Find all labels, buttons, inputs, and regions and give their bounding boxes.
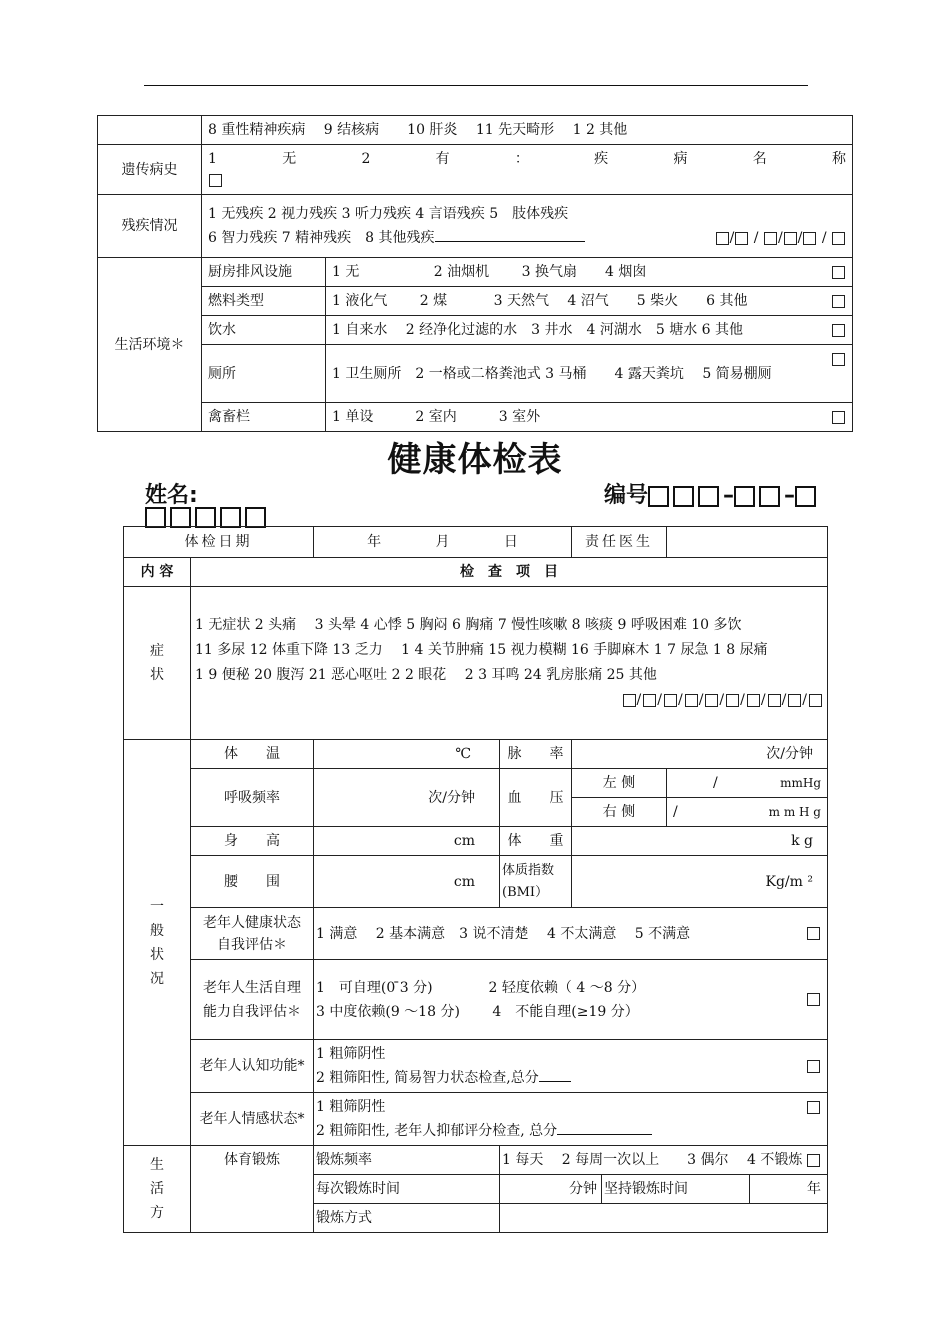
exercise-duration-field[interactable]: 年: [750, 1175, 828, 1204]
exam-date-row: [124, 527, 828, 558]
genetic-history-label: 遗传病史: [98, 145, 202, 195]
bp-right-field[interactable]: / m m H g: [667, 798, 828, 827]
exercise-freq-label: 锻炼频率: [314, 1146, 500, 1175]
cognitive-line1: 1 粗筛阴性: [316, 1046, 386, 1062]
pulse-field[interactable]: 次/分钟: [572, 740, 828, 769]
living-row-kitchen: 生活环境＊ 厨房排风设施 1 无 2 油烟机 3 换气扇 4 烟囱: [98, 258, 853, 287]
living-row-livestock: 禽畜栏 1 单设 2 室内 3 室外: [98, 403, 853, 432]
elder-life-label: 老年人生活自理能力自我评估＊: [191, 960, 314, 1040]
genetic-history-row: [98, 145, 853, 195]
symptoms-label: 症 状: [124, 587, 191, 740]
exercise-time-label: 每次锻炼时间: [314, 1175, 500, 1204]
weight-label: 体 重: [500, 827, 572, 856]
bp-left-field[interactable]: / mmHg: [667, 769, 828, 798]
disability-options-line1: 1 无残疾 2 视力残疾 3 听力残疾 4 言语残疾 5 肢体残疾: [208, 206, 569, 222]
emotion-score-blank[interactable]: [557, 1120, 652, 1135]
waist-bmi-row: [124, 856, 828, 908]
kitchen-vent-label: 厨房排风设施: [202, 258, 326, 287]
header-rule: [144, 85, 808, 86]
exam-date-field[interactable]: 年 月 日: [314, 527, 572, 558]
fuel-type-label: 燃料类型: [202, 287, 326, 316]
elder-health-row: [124, 908, 828, 960]
livestock-label: 禽畜栏: [202, 403, 326, 432]
bp-label: 血 压: [500, 769, 572, 827]
elder-life-line1: 1 可自理(0 ̄3 分) 2 轻度依赖（ 4 ～8 分）: [316, 979, 646, 996]
cognitive-score-blank[interactable]: [539, 1067, 571, 1082]
items-header: 检 查 项 目: [191, 558, 828, 587]
cognitive-label: 老年人认知功能*: [191, 1040, 314, 1093]
exercise-freq-row: [124, 1146, 828, 1175]
exercise-label: 体育锻炼: [191, 1146, 314, 1233]
symptoms-line1: 1 无症状 2 头痛 3 头晕 4 心悸 5 胸闷 6 胸痛 7 慢性咳嗽 8 咳痰 9 呼吸困难 10 多饮: [195, 617, 742, 633]
genetic-history-options: 1 无 2 有 ： 疾 病 名 称: [208, 150, 846, 167]
elder-life-checkbox[interactable]: [807, 993, 820, 1006]
height-label: 身 高: [191, 827, 314, 856]
previous-page-table: [97, 115, 853, 432]
cognitive-line2: 2 粗筛阳性, 简易智力状态检查,总分: [316, 1070, 539, 1086]
living-row-fuel: 燃料类型 1 液化气 2 煤 3 天然气 4 沼气 5 柴火 6 其他: [98, 287, 853, 316]
disability-checkboxes[interactable]: / / / / /: [715, 226, 846, 250]
temp-field[interactable]: ℃: [314, 740, 500, 769]
symptoms-checkboxes[interactable]: / / / / / / / / /: [195, 688, 823, 713]
resp-field[interactable]: 次/分钟: [314, 769, 500, 827]
height-weight-row: [124, 827, 828, 856]
serial-number[interactable]: 编号 – –: [604, 478, 820, 509]
content-header: 内 容: [124, 558, 191, 587]
general-label: 一 般 状 况: [124, 740, 191, 1146]
kitchen-vent-checkbox[interactable]: [832, 266, 845, 279]
bp-left-label: 左 侧: [572, 769, 667, 798]
water-label: 饮水: [202, 316, 326, 345]
emotion-checkbox[interactable]: [807, 1101, 820, 1114]
elder-health-options: 1 满意 2 基本满意 3 说不清楚 4 不太满意 5 不满意: [316, 925, 691, 942]
emotion-line1: 1 粗筛阴性: [316, 1099, 386, 1115]
exercise-time-field[interactable]: 分钟: [500, 1175, 602, 1204]
emotion-label: 老年人情感状态*: [191, 1093, 314, 1146]
cognitive-checkbox[interactable]: [807, 1060, 820, 1073]
disability-row: [98, 195, 853, 258]
elder-life-row: [124, 960, 828, 1040]
exercise-freq-options: 1 每天 2 每周一次以上 3 偶尔 4 不锻炼: [502, 1152, 803, 1168]
living-row-toilet: 厕所 1 卫生厕所 2 一格或二格粪池式 3 马桶 4 露天粪坑 5 简易棚厕: [98, 345, 853, 403]
resp-label: 呼吸频率: [191, 769, 314, 827]
symptoms-line2: 11 多尿 12 体重下降 13 乏力 1 4 关节肿痛 15 视力模糊 16 手脚麻木 1 7 尿急 1 8 尿痛: [195, 642, 768, 658]
symptoms-line3: 1 9 便秘 20 腹泻 21 恶心呕吐 2 2 眼花 2 3 耳鸣 24 乳房胀痛 25 其他: [195, 667, 657, 683]
bp-right-label: 右 侧: [572, 798, 667, 827]
weight-field[interactable]: k g: [572, 827, 828, 856]
other-disability-blank[interactable]: [435, 227, 585, 242]
elder-health-label: 老年人健康状态自我评估＊: [191, 908, 314, 960]
toilet-label: 厕所: [202, 345, 326, 403]
fuel-type-checkbox[interactable]: [832, 295, 845, 308]
genetic-history-checkbox[interactable]: [209, 174, 222, 187]
elder-health-checkbox[interactable]: [807, 927, 820, 940]
livestock-checkbox[interactable]: [832, 411, 845, 424]
elder-life-line2: 3 中度依赖(9 ～18 分) 4 不能自理(≥19 分）: [316, 1003, 639, 1020]
header-row: [124, 558, 828, 587]
emotion-line2: 2 粗筛阳性, 老年人抑郁评分检查, 总分: [316, 1123, 558, 1139]
living-env-label: 生活环境＊: [98, 258, 202, 432]
page-title: 健康体检表: [387, 440, 563, 480]
resp-bp-row-1: [124, 769, 828, 798]
disease-history-tail: 8 重性精神疾病 9 结核病 10 肝炎 11 先天畸形 1 2 其他: [202, 116, 853, 145]
cognitive-row: [124, 1040, 828, 1093]
exercise-duration-label: 坚持锻炼时间: [602, 1175, 750, 1204]
disability-options-line2: 6 智力残疾 7 精神残疾 8 其他残疾: [208, 230, 435, 246]
bmi-label: 体质指数(BMI）: [500, 856, 572, 908]
exercise-mode-label: 锻炼方式: [314, 1204, 500, 1233]
lifestyle-label: 生 活 方: [124, 1146, 191, 1233]
name-label: 姓名:: [145, 483, 198, 508]
doctor-label: 责任医生: [572, 527, 667, 558]
health-exam-table: [123, 526, 828, 1233]
emotion-row: [124, 1093, 828, 1146]
temp-pulse-row: [124, 740, 828, 769]
temp-label: 体 温: [191, 740, 314, 769]
bmi-field[interactable]: Kg/m ²: [572, 856, 828, 908]
living-row-water: 饮水 1 自来水 2 经净化过滤的水 3 井水 4 河湖水 5 塘水 6 其他: [98, 316, 853, 345]
pulse-label: 脉 率: [500, 740, 572, 769]
doctor-field[interactable]: [667, 527, 828, 558]
height-field[interactable]: cm: [314, 827, 500, 856]
waist-label: 腰 围: [191, 856, 314, 908]
exercise-freq-checkbox[interactable]: [807, 1154, 820, 1167]
symptoms-row: [124, 587, 828, 740]
waist-field[interactable]: cm: [314, 856, 500, 908]
exam-date-label: 体检日期: [124, 527, 314, 558]
disability-label: 残疾情况: [98, 195, 202, 258]
disease-history-tail-row: [98, 116, 853, 145]
toilet-checkbox[interactable]: [832, 353, 845, 366]
exercise-mode-field[interactable]: [500, 1204, 828, 1233]
water-checkbox[interactable]: [832, 324, 845, 337]
